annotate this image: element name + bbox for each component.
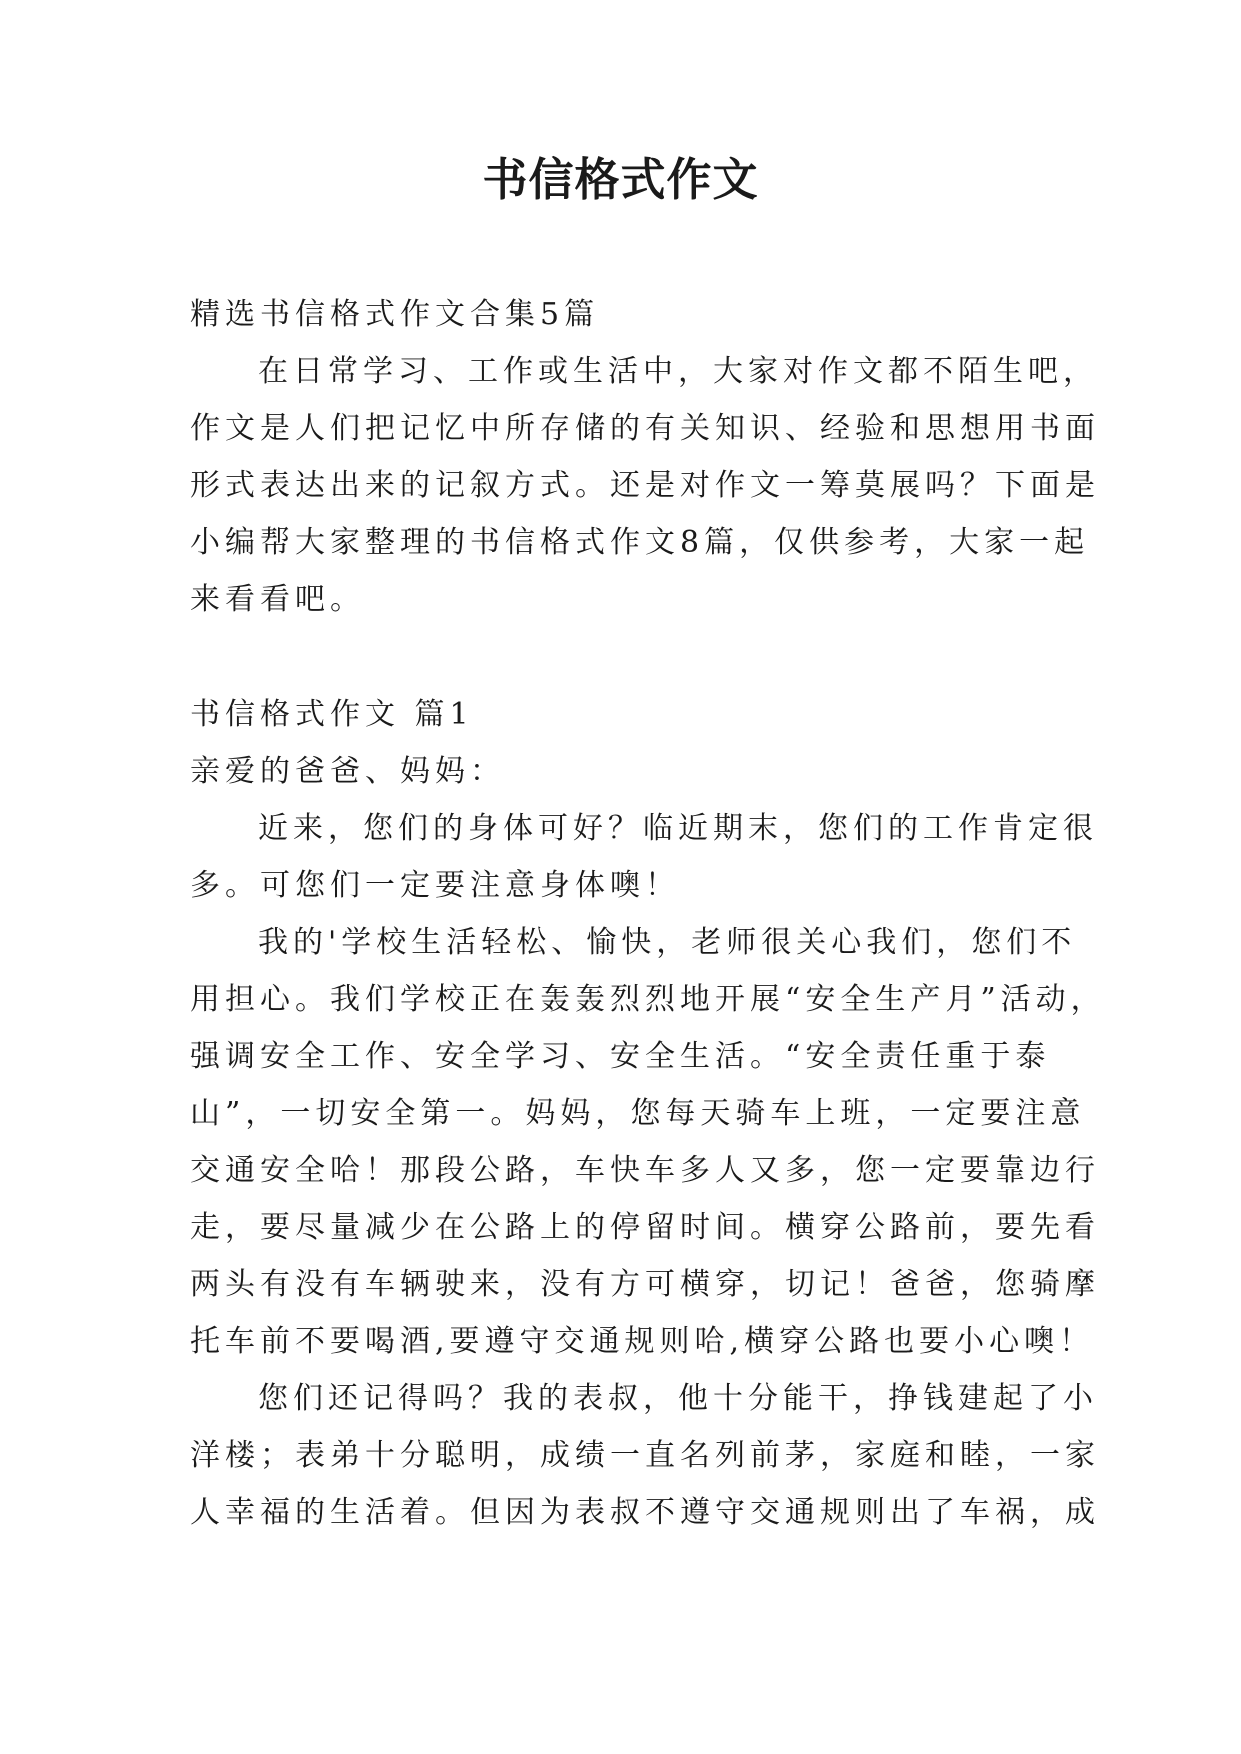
letter-paragraph-line: 走，要尽量减少在公路上的停留时间。横穿公路前，要先看 (190, 1210, 1100, 1245)
intro-paragraph-line: 形式表达出来的记叙方式。还是对作文一筹莫展吗？下面是 (190, 468, 1100, 503)
paragraph-spacer (190, 628, 1050, 686)
document-title: 书信格式作文 (482, 153, 759, 206)
letter-paragraph-line: 两头有没有车辆驶来，没有方可横穿，切记！爸爸，您骑摩 (190, 1267, 1100, 1302)
letter-paragraph-line: 我的'学校生活轻松、愉快，老师很关心我们，您们不 (258, 925, 1077, 960)
letter-paragraph-line: 洋楼；表弟十分聪明，成绩一直名列前茅，家庭和睦，一家 (190, 1438, 1100, 1473)
intro-paragraph-line: 作文是人们把记忆中所存储的有关知识、经验和思想用书面 (190, 411, 1100, 446)
letter-paragraph-line: 人幸福的生活着。但因为表叔不遵守交通规则出了车祸，成 (190, 1495, 1100, 1530)
letter-paragraph-line: 强调安全工作、安全学习、安全生活。“安全责任重于泰 (190, 1039, 1051, 1074)
letter-paragraph-line: 托车前不要喝酒,要遵守交通规则哈,横穿公路也要小心噢！ (190, 1324, 1095, 1359)
letter-paragraph-line: 交通安全哈！那段公路，车快车多人又多，您一定要靠边行 (190, 1153, 1100, 1188)
letter-paragraph-line: 您们还记得吗？我的表叔，他十分能干，挣钱建起了小 (258, 1381, 1098, 1416)
letter-paragraph-line: 山”，一切安全第一。妈妈，您每天骑车上班，一定要注意 (190, 1096, 1086, 1131)
intro-paragraph-line: 来看看吧。 (190, 582, 365, 617)
intro-paragraph-line: 在日常学习、工作或生活中，大家对作文都不陌生吧， (258, 354, 1098, 389)
letter-paragraph-line: 多。可您们一定要注意身体噢！ (190, 868, 680, 903)
letter-paragraph-line: 用担心。我们学校正在轰轰烈烈地开展“安全生产月”活动， (190, 982, 1106, 1017)
letter-paragraph-line: 近来，您们的身体可好？临近期末，您们的工作肯定很 (258, 811, 1098, 846)
letter-salutation: 亲爱的爸爸、妈妈： (190, 754, 505, 789)
document-body (190, 286, 1106, 1541)
intro-paragraph-line: 小编帮大家整理的书信格式作文8篇，仅供参考，大家一起 (190, 525, 1090, 560)
collection-heading: 精选书信格式作文合集5篇 (190, 297, 600, 332)
section-heading: 书信格式作文 篇1 (190, 697, 474, 732)
